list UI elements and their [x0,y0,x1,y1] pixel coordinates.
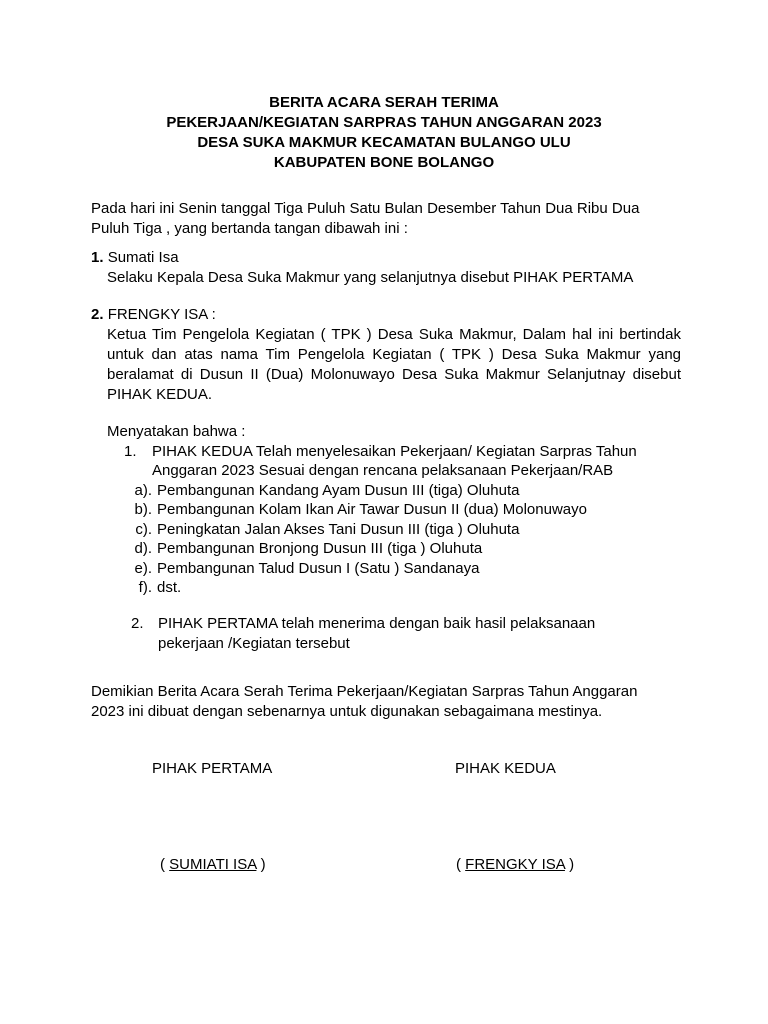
title-line-4: KABUPATEN BONE BOLANGO [273,154,495,171]
closing-line-1: Demikian Berita Acara Serah Terima Pekerjaan/Kegiatan Sarpras Tahun Anggaran [91,683,638,700]
party-two-name: FRENGKY ISA : [107,306,216,323]
list-item: e). Pembangunan Talud Dusun I (Satu ) Sandanaya [134,559,480,577]
point-1-line-2: Anggaran 2023 Sesuai dengan rencana pelaksanaan Pekerjaan/RAB [152,462,614,479]
opening-paragraph [91,199,679,239]
point-1-line-1: PIHAK KEDUA Telah menyelesaikan Pekerjaan/ Kegiatan Sarpras Tahun [152,442,637,460]
work-items-list [107,481,667,598]
signature-label-first-party: PIHAK PERTAMA [152,760,273,777]
party-two-description: Ketua Tim Pengelola Kegiatan ( TPK ) Desa Suka Makmur, Dalam hal ini bertindak untuk dan atas nama Tim Pengelola Kegiatan ( TPK ) Desa Suka Makmur yang beralamat di Dusun II (Dua) Molonuwayo Desa Suka Makmur Selanjutnay disebut PIHAK KEDUA. [107,326,681,403]
closing-line-2: 2023 ini dibuat dengan sebenarnya untuk digunakan sebagaimana mestinya. [91,703,603,720]
title-line-3: DESA SUKA MAKMUR KECAMATAN BULANGO ULU [197,134,571,151]
statement-intro: Menyatakan bahwa : [107,423,246,440]
party-two-number: 2. [91,306,104,323]
list-item: b). Pembangunan Kolam Ikan Air Tawar Dusun II (dua) Molonuwayo [134,501,587,518]
statement-point-1 [107,442,667,481]
point-1-number: 1. [124,442,137,460]
list-item: d). Pembangunan Bronjong Dusun III (tiga ) Oluhuta [134,540,483,557]
signature-name-second-party: ( FRENGKY ISA ) [456,856,575,873]
document-title [0,93,768,173]
second-party-name: FRENGKY ISA [465,856,565,873]
closing-paragraph [91,682,671,722]
party-one-name: Sumati Isa [107,249,179,266]
signature-name-first-party: ( SUMIATI ISA ) [160,856,266,873]
list-item: f). dst. [138,579,182,596]
point-2-number: 2. [131,615,144,632]
party-two [91,305,681,405]
statement-point-2 [131,614,651,654]
title-line-2: PEKERJAAN/KEGIATAN SARPRAS TAHUN ANGGARAN 2023 [166,114,602,131]
point-2-line-1: PIHAK PERTAMA telah menerima dengan baik hasil pelaksanaan [158,615,596,632]
signature-label-second-party: PIHAK KEDUA [455,760,556,777]
opening-line-2: Puluh Tiga , yang bertanda tangan dibawah ini : [91,220,408,237]
point-2-line-2: pekerjaan /Kegiatan tersebut [158,635,350,652]
opening-line-1: Pada hari ini Senin tanggal Tiga Puluh Satu Bulan Desember Tahun Dua Ribu Dua [91,200,640,217]
party-one-role: Selaku Kepala Desa Suka Makmur yang selanjutnya disebut PIHAK PERTAMA [107,269,634,286]
list-item: a). Pembangunan Kandang Ayam Dusun III (tiga) Oluhuta [134,481,520,499]
list-item: c). Peningkatan Jalan Akses Tani Dusun III (tiga ) Oluhuta [135,520,520,538]
statement-section [107,422,667,598]
title-line-1: BERITA ACARA SERAH TERIMA [269,94,499,111]
party-one [91,248,681,288]
first-party-name: SUMIATI ISA [169,856,257,873]
party-one-number: 1. [91,249,104,266]
